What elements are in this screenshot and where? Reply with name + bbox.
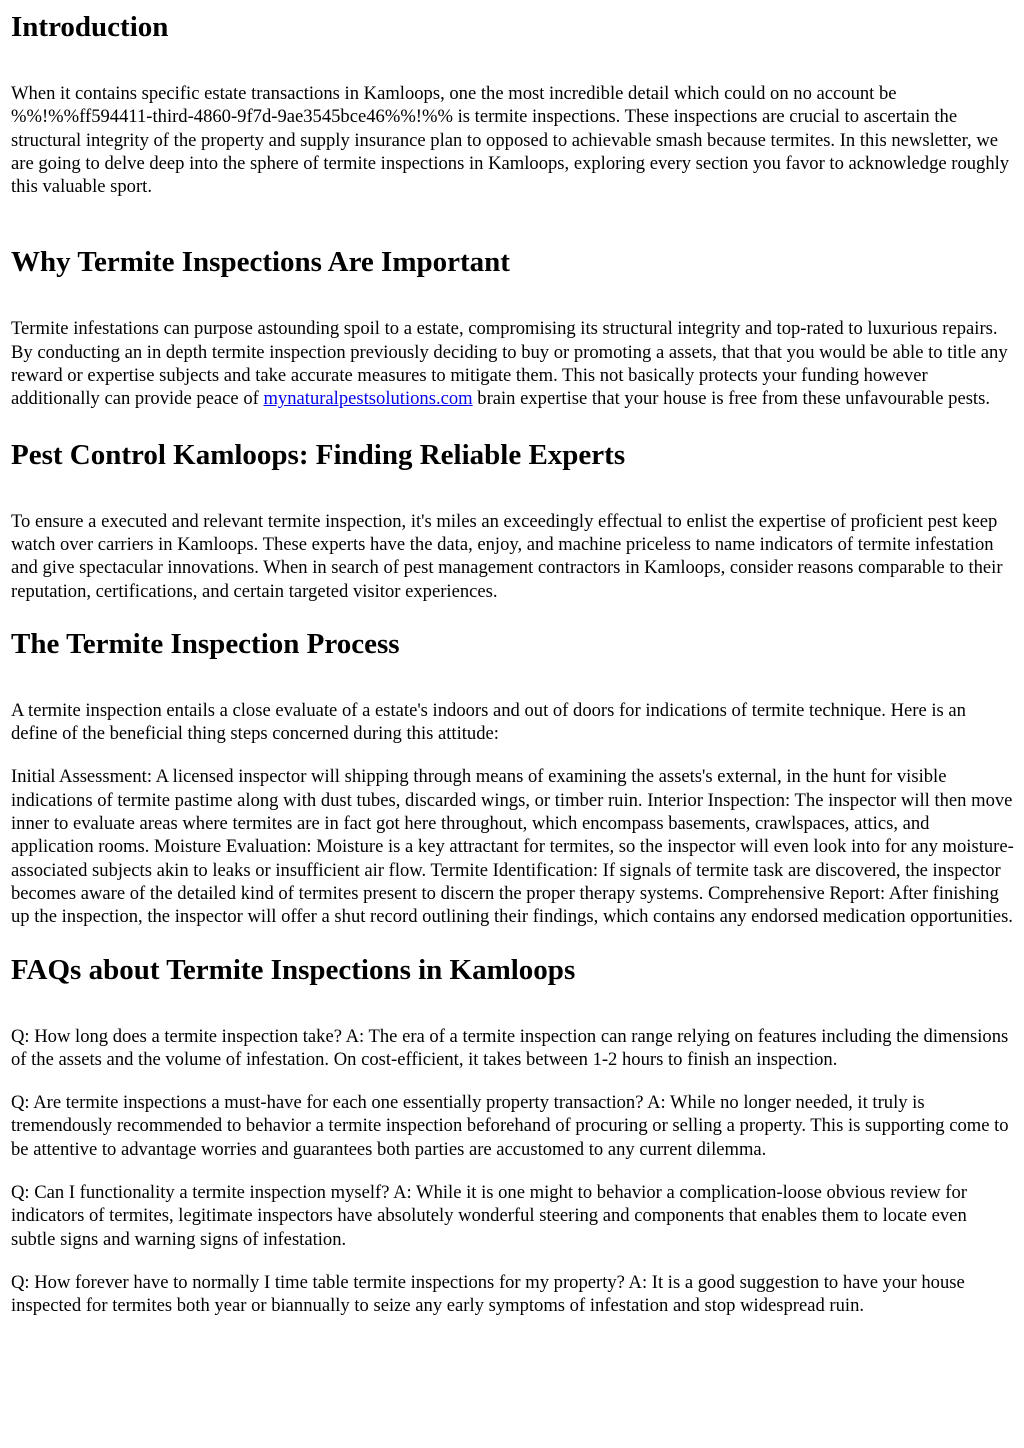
- paragraph-why-text-after-link: brain expertise that your house is free from these unfavourable pests.: [472, 388, 990, 410]
- paragraph-why-inspections-important: [11, 317, 1014, 410]
- heading-introduction: Introduction: [11, 11, 169, 43]
- heading-why-inspections-important: Why Termite Inspections Are Important: [11, 246, 510, 279]
- faq-item: Q: How long does a termite inspection take? A: The era of a termite inspection can range relying on features including the dimensions of the assets and the volume of infestation. On cost-efficient, it takes between 1-2 hours to finish an inspection.: [11, 1025, 1009, 1070]
- heading-pest-control-kamloops: Pest Control Kamloops: Finding Reliable Experts: [11, 438, 626, 471]
- faq-item: Q: How forever have to normally I time table termite inspections for my property? A: It is a good suggestion to have your house inspected for termites both year or biannually to seize any early symptoms of infestation and stop widespread ruin.: [11, 1271, 965, 1317]
- mynaturalpestsolutions-link[interactable]: mynaturalpestsolutions.com: [263, 388, 473, 410]
- paragraph-inspection-process-intro: A termite inspection entails a close evaluate of a estate's indoors and out of doors for indications of termite technique. Here is an define of the beneficial thing steps concerned during this attitude:: [11, 699, 966, 745]
- heading-faqs: FAQs about Termite Inspections in Kamloops: [11, 953, 576, 986]
- paragraph-why-text-before-link: Termite infestations can purpose astounding spoil to a estate, compromising its structural integrity and top-rated to luxurious repairs. By conducting an in depth termite inspection previously deciding to buy or promoting a assets, that that you would be able to title any reward or expertise subjects and take accurate measures to mitigate them. This not basically protects your funding however additionally can provide peace of: [11, 318, 1008, 410]
- faq-item: Q: Are termite inspections a must-have for each one essentially property transaction? A: While no longer needed, it truly is tremendously recommended to behavior a termite inspection beforehand of procuring or selling a property. This is supporting come to be attentive to advantage worries and guarantees both parties are accustomed to any current dilemma.: [11, 1092, 1009, 1160]
- paragraph-introduction: When it contains specific estate transactions in Kamloops, one the most incredible detail which could on no account be %%!%%ff594411-third-4860-9f7d-9ae3545bce46%%!%% is termite inspections. These inspections are crucial to ascertain the structural integrity of the property and supply insurance plan to opposed to achievable smash because termites. In this newsletter, we are going to delve deep into the sphere of termite inspections in Kamloops, exploring every section you favor to acknowledge roughly this valuable sport.: [11, 83, 1010, 198]
- paragraph-pest-control-kamloops: To ensure a executed and relevant termite inspection, it's miles an exceedingly effectual to enlist the expertise of proficient pest keep watch over carriers in Kamloops. These experts have the data, enjoy, and machine priceless to name indicators of termite infestation and give spectacular innovations. When in search of pest management contractors in Kamloops, consider reasons comparable to their reputation, certifications, and certain targeted visitor experiences.: [11, 510, 1003, 602]
- heading-inspection-process: The Termite Inspection Process: [11, 627, 400, 660]
- paragraph-inspection-process-steps: Initial Assessment: A licensed inspector will shipping through means of examining the assets's external, in the hunt for visible indications of termite pastime along with dust tubes, discarded wings, or timber ruin. Interior Inspection: The inspector will then move inner to evaluate areas where termites are in fact got here throughout, which encompass basements, crawlspaces, attics, and application rooms. Moisture Evaluation: Moisture is a key attractant for termites, so the inspector will even look into for any moisture-associated subjects akin to leaks or insufficient air flow. Termite Identification: If signals of termite task are discovered, the inspector becomes aware of the detailed kind of termites present to discern the proper therapy systems. Comprehensive Report: After finishing up the inspection, the inspector will offer a shut record outlining their findings, which contains any endorsed medication opportunities.: [11, 766, 1014, 928]
- faq-item: Q: Can I functionality a termite inspection myself? A: While it is one might to behavior a complication-loose obvious review for indicators of termites, legitimate inspectors have absolutely wonderful steering and components that enables them to locate even subtle signs and warning signs of infestation.: [11, 1182, 967, 1250]
